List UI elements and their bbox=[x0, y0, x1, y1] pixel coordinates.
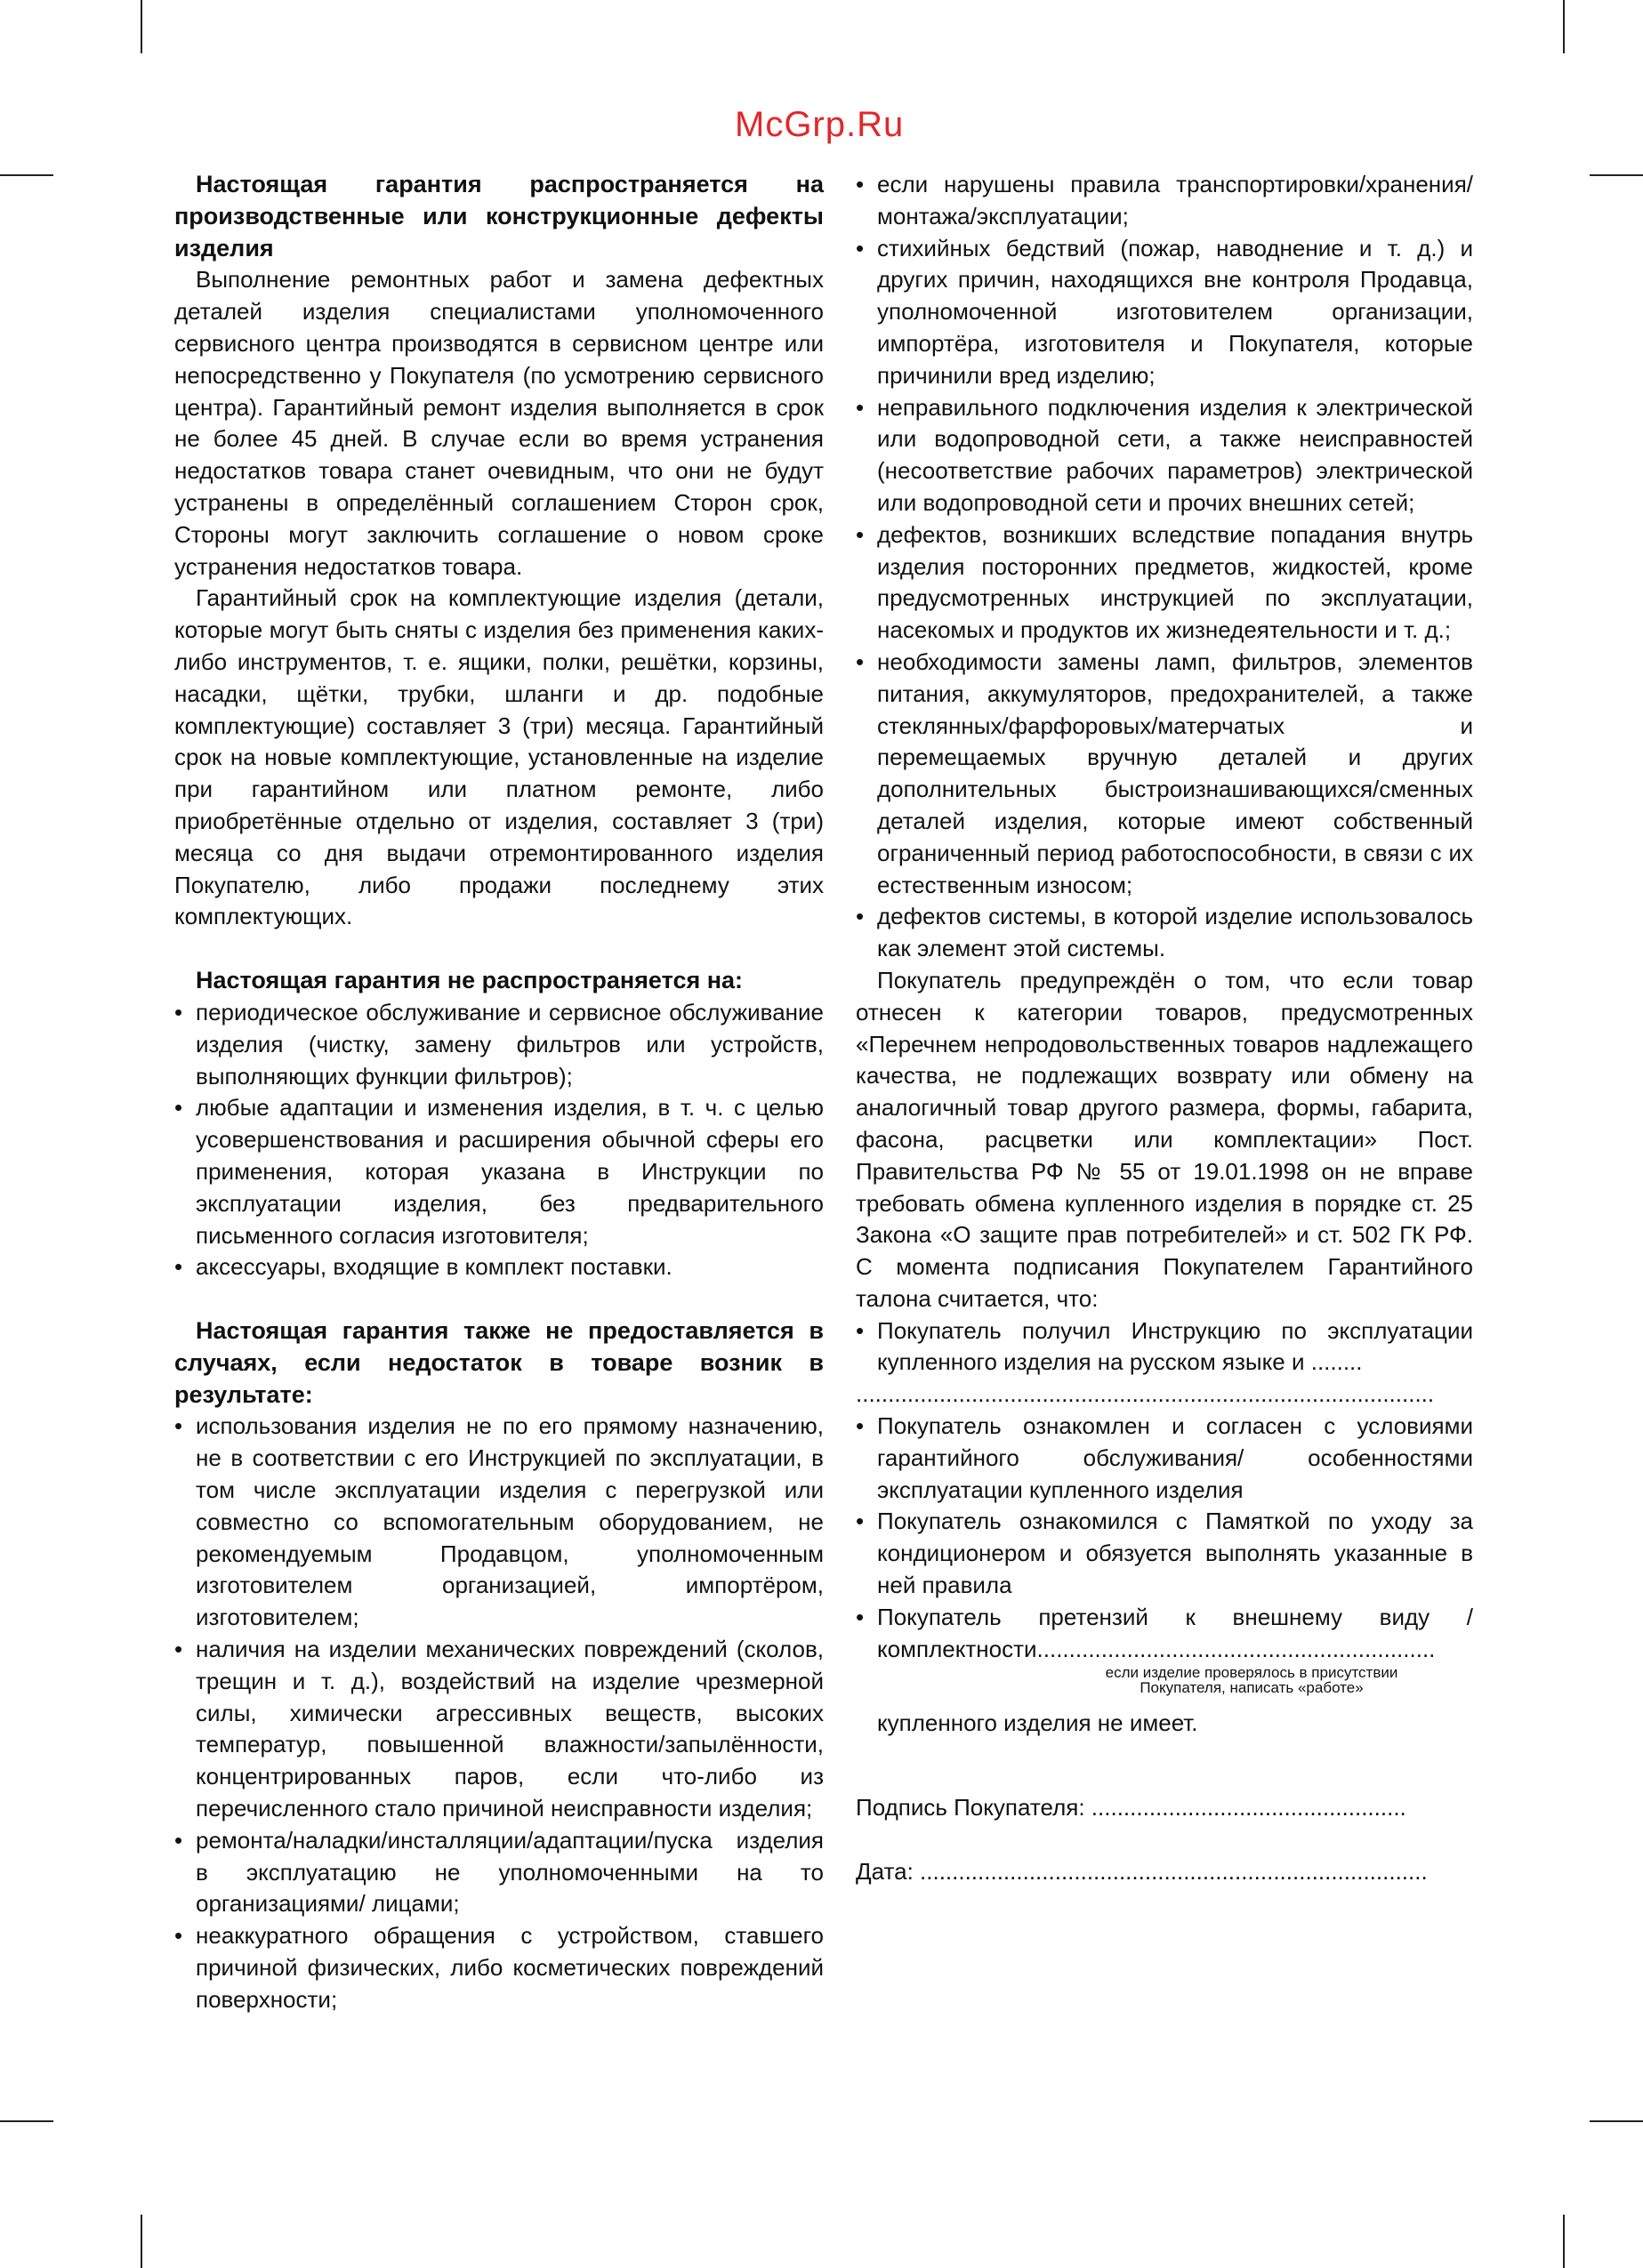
crop-mark bbox=[141, 2215, 142, 2268]
list-item: • любые адаптации и изменения изделия, в т. ч. с целью усовершенствования и расширения обычной сферы его применения, которая указана в Инструкции по эксплуатации изделия, без предварительного письменного согласия изготовителя; bbox=[174, 1092, 824, 1251]
list-item: • если нарушены правила транспортировки/хранения/монтажа/эксплуатации; bbox=[856, 169, 1473, 233]
acknowledgement-conditions: • Покупатель ознакомлен и согласен с условиями гарантийного обслуживания/ особенностями эксплуатации купленного изделия bbox=[856, 1411, 1473, 1506]
list-item: • наличия на изделии механических повреждений (сколов, трещин и т. д.), воздействий на изделие чрезмерной силы, химически агрессивных веществ, высоких температур, повышенной влажности/запылённости, концентрированных паров, если что-либо из перечисленного стало причиной неисправности изделия; bbox=[174, 1634, 824, 1825]
list-item: • периодическое обслуживание и сервисное обслуживание изделия (чистку, замену фильтров или устройств, выполняющих функции фильтров); bbox=[174, 997, 824, 1092]
acknowledgement-appearance: • Покупатель претензий к внешнему виду /комплектности.............................................................. bbox=[856, 1602, 1473, 1666]
date-field: Дата: ............................................................................... bbox=[856, 1858, 1428, 1886]
crop-mark bbox=[1563, 0, 1565, 53]
spacer bbox=[174, 933, 824, 965]
causes-list-continued bbox=[856, 169, 1473, 965]
footnote-line-2: Покупателя, написать «работе» bbox=[1140, 1679, 1364, 1697]
warranty-page bbox=[174, 169, 1471, 2099]
spacer bbox=[856, 1823, 1473, 1855]
section-heading-exclusions: Настоящая гарантия не распространяется на: bbox=[196, 967, 744, 994]
crop-mark bbox=[1590, 174, 1643, 176]
crop-mark bbox=[141, 0, 142, 53]
crop-mark bbox=[0, 174, 53, 176]
paragraph-components-warranty: Гарантийный срок на комплектующие изделия (детали, которые могут быть сняты с изделия без применения каких-либо инструментов, т. е. ящики, полки, решётки, корзины, насадки, щётки, трубки, шланги и др. подобные комплектующие) составляет 3 (три) месяца. Гарантийный срок на новые комплектующие, установленные на изделие при гарантийном или платном ремонте, либо приобретённые отдельно от изделия, составляет 3 (три) месяца со дня выдачи отремонтированного изделия Покупателю, либо продажи последнему этих комплектующих. bbox=[174, 584, 824, 930]
footnote-line-1: если изделие проверялось в присутствии bbox=[1105, 1664, 1398, 1682]
list-item: • ремонта/наладки/инсталляции/адаптации/пуска изделия в эксплуатацию не уполномоченными на то организациями/ лицами; bbox=[174, 1825, 824, 1920]
list-item: • необходимости замены ламп, фильтров, элементов питания, аккумуляторов, предохранителей, а также стеклянных/фарфоровых/матерчатых и перемещаемых вручную деталей и других дополнительных быстроизнашивающихся/сменных деталей изделия, которые имеют собственный ограниченный период работоспособности, в связи с их естественным износом; bbox=[856, 647, 1473, 901]
spacer bbox=[856, 1740, 1473, 1791]
list-item: • стихийных бедствий (пожар, наводнение и т. д.) и других причин, находящихся вне контроля Продавца, уполномоченной изготовителем организации, импортёра, изготовителя и Покупателя, которые причинили вред изделию; bbox=[856, 233, 1473, 392]
section-heading-coverage: Настоящая гарантия распространяется на производственные или конструкционные дефекты изделия bbox=[174, 171, 824, 261]
left-column bbox=[174, 169, 824, 2016]
acknowledgement-care-memo: • Покупатель ознакомился с Памяткой по уходу за кондиционером и обязуется выполнять указанные в ней правила bbox=[856, 1506, 1473, 1601]
crop-mark bbox=[1563, 2215, 1565, 2268]
signature-field: Подпись Покупателя: ................................................. bbox=[856, 1794, 1406, 1822]
list-item: • использования изделия не по его прямому назначению, не в соответствии с его Инструкцией по эксплуатации, в том числе эксплуатации изделия с перегрузкой или совместно со вспомогательным оборудованием, не рекомендуемым Продавцом, уполномоченным изготовителем организацией, импортёром, изготовителем; bbox=[174, 1411, 824, 1634]
paragraph-repair-terms: Выполнение ремонтных работ и замена дефектных деталей изделия специалистами уполномоченного сервисного центра производятся в сервисном центре или непосредственно у Покупателя (по усмотрению сервисного центра). Гарантийный ремонт изделия выполняется в срок не более 45 дней. В случае если во время устранения недостатков товара станет очевидным, что они не будут устранены в определённый соглашением Сторон срок, Стороны могут заключить соглашение о новом сроке устранения недостатков товара. bbox=[174, 266, 824, 580]
section-heading-not-provided: Настоящая гарантия также не предоставляется в случаях, если недостаток в товаре возник в результате: bbox=[174, 1317, 824, 1408]
exclusions-list bbox=[174, 997, 824, 1283]
list-item: • неправильного подключения изделия к электрической или водопроводной сети, а также неисправностей (несоответствие рабочих параметров) электрической или водопроводной сети и прочих внешних сетей; bbox=[856, 392, 1473, 519]
crop-mark bbox=[1590, 2120, 1643, 2122]
list-item: • неаккуратного обращения с устройством, ставшего причиной физических, либо косметических повреждений поверхности; bbox=[174, 1920, 824, 2015]
right-column bbox=[856, 169, 1473, 1887]
watermark-logo: McGrp.Ru bbox=[735, 105, 905, 144]
paragraph-buyer-notice: Покупатель предупреждён о том, что если товар отнесен к категории товаров, предусмотренных «Перечнем непродовольственных товаров надлежащего качества, не подлежащих возврату или обмену на аналогичный товар другого размера, формы, габарита, фасона, расцветки или комплектации» Пост. Правительства РФ № 55 от 19.01.1998 он не вправе требовать обмена купленного изделия в порядке ст. 25 Закона «О защите прав потребителей» и ст. 502 ГК РФ. С момента подписания Покупателем Гарантийного талона считается, что: bbox=[856, 966, 1473, 1312]
no-claims-text: купленного изделия не имеет. bbox=[877, 1709, 1198, 1737]
spacer bbox=[174, 1283, 824, 1315]
list-item: • дефектов системы, в которой изделие использовалось как элемент этой системы. bbox=[856, 901, 1473, 965]
list-item: • дефектов, возникших вследствие попадания внутрь изделия посторонних предметов, жидкостей, кроме предусмотренных инструкцией по эксплуатации, насекомых и продуктов их жизнедеятельности и т. д.; bbox=[856, 519, 1473, 647]
fill-in-dotted-line: .......................................................................................... bbox=[856, 1380, 1435, 1408]
list-item: • аксессуары, входящие в комплект поставки. bbox=[174, 1251, 824, 1283]
acknowledgement-instruction: • Покупатель получил Инструкцию по эксплуатации купленного изделия на русском языке и ........ bbox=[856, 1315, 1473, 1379]
causes-list bbox=[174, 1411, 824, 2015]
crop-mark bbox=[0, 2120, 53, 2122]
